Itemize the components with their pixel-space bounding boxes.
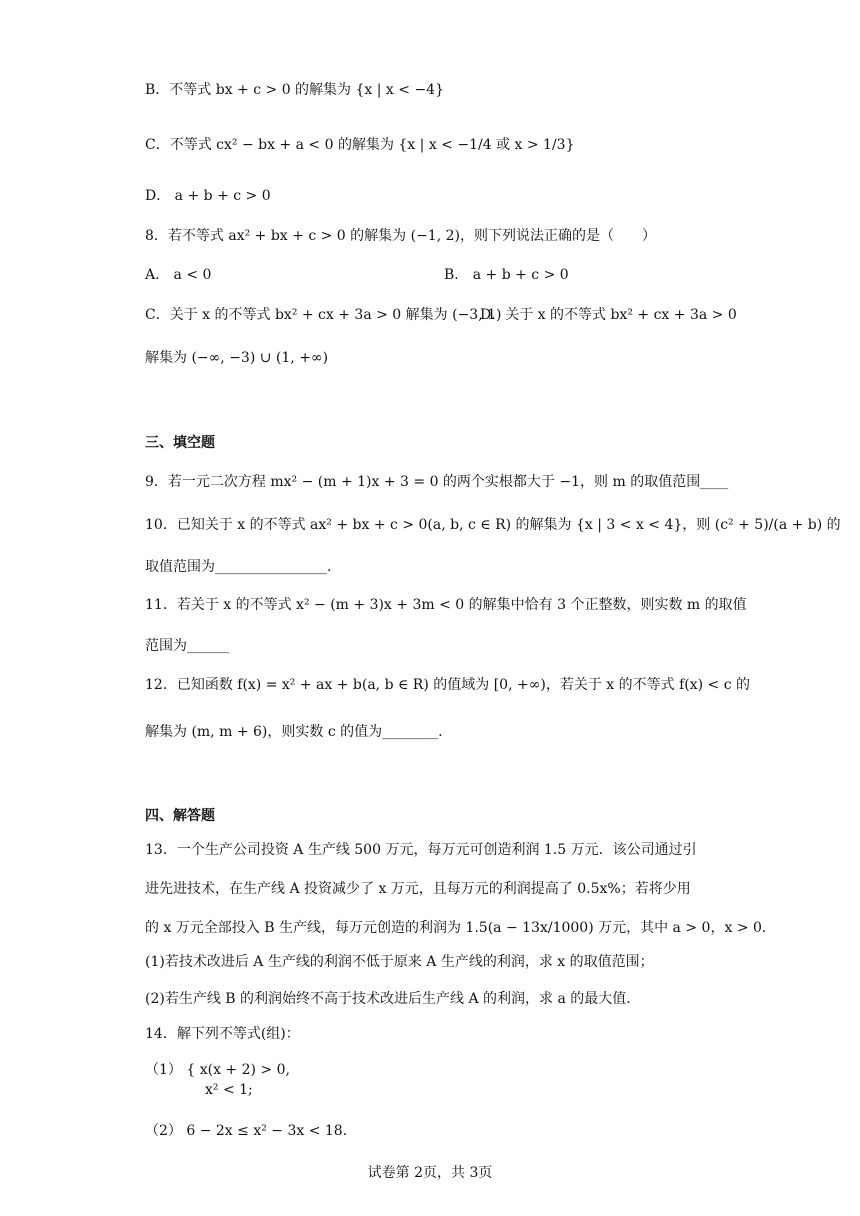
question-14-part1-line2: x² < 1; xyxy=(205,1082,253,1098)
question-14-part1: （1） { x(x + 2) > 0, xyxy=(145,1062,290,1078)
question-9: 9．若一元二次方程 mx² − (m + 1)x + 3 = 0 的两个实根都大于 −1，则 m 的取值范围____ xyxy=(145,474,729,490)
option-c-7: C．不等式 cx² − bx + a < 0 的解集为 {x | x < −1/4 或 x > 1/3} xyxy=(145,137,575,153)
page-footer: 试卷第 2页，共 3页 xyxy=(367,1165,493,1181)
question-8-option-d: D．关于 x 的不等式 bx² + cx + 3a > 0 xyxy=(480,307,737,323)
question-11: 11．若关于 x 的不等式 x² − (m + 3)x + 3m < 0 的解集中恰有 3 个正整数，则实数 m 的取值 xyxy=(145,597,747,613)
option-b-7: B．不等式 bx + c > 0 的解集为 {x | x < −4} xyxy=(145,82,444,98)
question-14: 14．解下列不等式(组)： xyxy=(145,1026,300,1042)
question-13-part1: (1)若技术改进后 A 生产线的利润不低于原来 A 生产线的利润，求 x 的取值范围； xyxy=(145,954,654,970)
question-8-option-c: C．关于 x 的不等式 bx² + cx + 3a > 0 解集为 (−3, 1) xyxy=(145,307,502,323)
question-13-line3: 的 x 万元全部投入 B 生产线，每万元创造的利润为 1.5(a − 13x/1000) 万元，其中 a > 0，x > 0． xyxy=(145,920,776,936)
question-10: 10．已知关于 x 的不等式 ax² + bx + c > 0(a, b, c ∈ R) 的解集为 {x | 3 < x < 4}，则 (c² + 5)/(a + b) 的 xyxy=(145,517,841,533)
question-8: 8．若不等式 ax² + bx + c > 0 的解集为 (−1, 2)，则下列说法正确的是（ ） xyxy=(145,228,656,244)
question-8-option-a: A． a < 0 xyxy=(145,267,212,283)
question-8-option-b: B． a + b + c > 0 xyxy=(444,267,569,283)
section-3-heading: 三、填空题 xyxy=(145,435,215,451)
section-4-heading: 四、解答题 xyxy=(145,808,215,824)
question-14-part2: （2） 6 − 2x ≤ x² − 3x < 18． xyxy=(145,1123,357,1139)
question-11-cont: 范围为______ xyxy=(145,638,229,654)
question-13-line2: 进先进技术，在生产线 A 投资减少了 x 万元，且每万元的利润提高了 0.5x%；若将少用 xyxy=(145,881,691,897)
question-13-part2: (2)若生产线 B 的利润始终不高于技术改进后生产线 A 的利润，求 a 的最大值． xyxy=(145,991,641,1007)
option-d-7: D． a + b + c > 0 xyxy=(145,188,271,204)
question-13: 13．一个生产公司投资 A 生产线 500 万元，每万元可创造利润 1.5 万元．该公司通过引 xyxy=(145,842,697,858)
question-12: 12．已知函数 f(x) = x² + ax + b(a, b ∈ R) 的值域为 [0, +∞)，若关于 x 的不等式 f(x) < c 的 xyxy=(145,677,750,693)
question-10-cont: 取值范围为________________. xyxy=(145,559,332,575)
question-8-option-d-cont: 解集为 (−∞, −3) ∪ (1, +∞) xyxy=(145,350,329,366)
question-12-cont: 解集为 (m, m + 6)，则实数 c 的值为________. xyxy=(145,724,443,740)
